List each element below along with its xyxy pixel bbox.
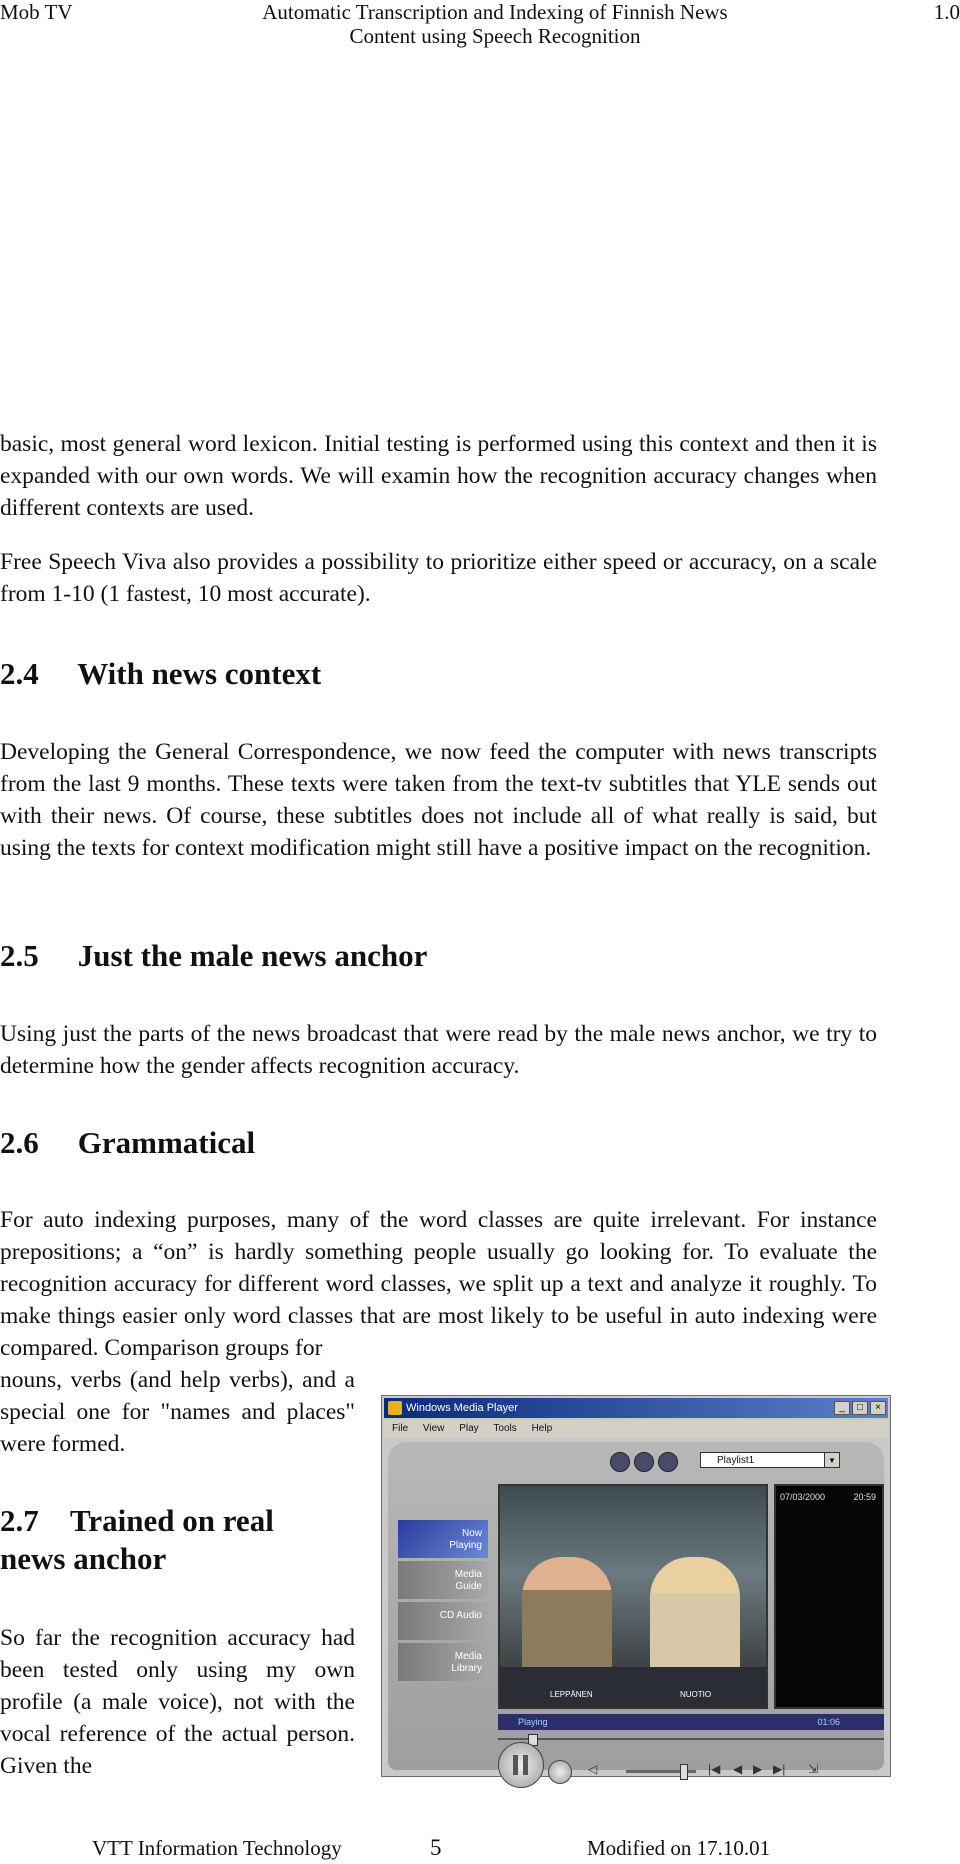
stop-button[interactable]: [548, 1760, 572, 1784]
playlist-value: Playlist1: [717, 1455, 755, 1466]
section-title-line2: news anchor: [0, 1541, 167, 1576]
nav-media-library[interactable]: [398, 1643, 488, 1681]
nav-label: Now: [461, 1528, 482, 1539]
header-title-line2: Content using Speech Recognition: [349, 24, 641, 48]
player-titlebar: [384, 1398, 888, 1418]
nav-media-guide[interactable]: [398, 1561, 488, 1599]
nav-label: CD Audio: [439, 1610, 482, 1621]
nav-label: Library: [451, 1663, 482, 1674]
section-number: 2.6: [0, 1125, 39, 1160]
chevron-down-icon[interactable]: ▼: [824, 1453, 839, 1467]
player-toolbar: [610, 1450, 870, 1472]
info-time: 20:59: [853, 1492, 876, 1502]
section-heading-2-6: [0, 1124, 255, 1162]
seek-track: [498, 1738, 884, 1740]
section-title: With news context: [77, 656, 322, 691]
player-menubar: [384, 1420, 888, 1438]
page-number: 5: [430, 1835, 442, 1860]
paragraph-grammatical: For auto indexing purposes, many of the word classes are quite irrelevant. For instance prepositions; a “on” is hardly something people usually go looking for. To evaluate the recognition accuracy for different word classes, we split up a text and analyze it roughly. To make things easier only word classes that are most likely to be useful in auto indexing were compared. Comparison groups for: [0, 1207, 877, 1361]
paragraph-news-context: Developing the General Correspondence, we now feed the computer with news transcripts from the last 9 months. These texts were taken from the text-tv subtitles that YLE sends out with their news. Of course, these subtitles does not include all of what really is said, but using the texts for context modification might still have a positive impact on the recognition.: [0, 739, 877, 861]
skin-icon[interactable]: [658, 1452, 678, 1472]
section-number: 2.4: [0, 656, 39, 691]
player-app-icon: [388, 1401, 402, 1415]
menu-view[interactable]: View: [422, 1423, 445, 1434]
media-player-figure: [381, 1395, 891, 1777]
header-version: 1.0: [933, 0, 960, 24]
pause-icon: [523, 1755, 528, 1775]
status-text: Playing: [518, 1717, 548, 1727]
player-nav: [398, 1520, 488, 1685]
section-title: Just the male news anchor: [77, 938, 428, 973]
paragraph-male-anchor: Using just the parts of the news broadcast that were read by the male news anchor, we try to determine how the gender affects recognition accuracy.: [0, 1021, 877, 1079]
footer-organization: VTT Information Technology: [92, 1836, 342, 1860]
seek-bar[interactable]: [498, 1734, 884, 1744]
transport-controls: [588, 1760, 888, 1782]
header-left: Mob TV: [0, 0, 73, 24]
nameplate-right: NUOTIO: [680, 1690, 712, 1699]
menu-file[interactable]: File: [392, 1423, 409, 1434]
menu-tools[interactable]: Tools: [493, 1423, 517, 1434]
volume-slider[interactable]: [626, 1770, 696, 1773]
close-icon[interactable]: ×: [870, 1401, 886, 1415]
visualization-icon[interactable]: [610, 1452, 630, 1472]
maximize-icon[interactable]: □: [852, 1401, 868, 1415]
section-number: 2.7: [0, 1503, 39, 1538]
video-frame[interactable]: [498, 1484, 768, 1709]
section-title: Grammatical: [77, 1125, 256, 1160]
rewind-icon[interactable]: ◀: [733, 1762, 743, 1776]
nav-label: Guide: [455, 1581, 482, 1592]
info-panel: [774, 1484, 884, 1709]
nameplate-left: LEPPÄNEN: [550, 1690, 593, 1699]
nav-label: Media: [454, 1569, 482, 1580]
nav-now-playing[interactable]: [398, 1520, 488, 1558]
section-heading-2-7: [0, 1502, 360, 1578]
pause-icon: [513, 1755, 518, 1775]
section-number: 2.5: [0, 938, 39, 973]
info-date: 07/03/2000: [780, 1492, 826, 1502]
fast-forward-icon[interactable]: ▶: [753, 1762, 763, 1776]
equalizer-icon[interactable]: [634, 1452, 654, 1472]
nav-cd-audio[interactable]: [398, 1602, 488, 1640]
status-bar: [498, 1714, 884, 1730]
previous-icon[interactable]: |◀: [708, 1762, 721, 1776]
volume-thumb[interactable]: [680, 1764, 688, 1780]
next-icon[interactable]: ▶|: [773, 1762, 786, 1776]
mute-icon[interactable]: ◁: [588, 1762, 598, 1776]
menu-play[interactable]: Play: [459, 1423, 479, 1434]
paragraph-trained: So far the recognition accuracy had been tested only using my own profile (a male voice), not with the vocal reference of the actual person. Given the: [0, 1625, 355, 1779]
section-heading-2-5: [0, 937, 427, 975]
section-title-line1: Trained on real: [70, 1503, 274, 1538]
news-desk: [500, 1667, 766, 1707]
compact-mode-icon[interactable]: ⇲: [808, 1762, 819, 1776]
header-title-line1: Automatic Transcription and Indexing of Finnish News: [262, 0, 728, 24]
paragraph-grammatical-cont: nouns, verbs (and help verbs), and a special one for "names and places" were formed.: [0, 1367, 355, 1457]
nav-label: Playing: [449, 1540, 482, 1551]
section-heading-2-4: [0, 655, 321, 693]
paragraph-speed-accuracy: Free Speech Viva also provides a possibility to prioritize either speed or accuracy, on a scale from 1-10 (1 fastest, 10 most accurate).: [0, 549, 877, 607]
footer-modified: Modified on 17.10.01: [587, 1836, 771, 1860]
menu-help[interactable]: Help: [531, 1423, 553, 1434]
pause-button[interactable]: [498, 1742, 544, 1788]
paragraph-lexicon: basic, most general word lexicon. Initial testing is performed using this context and then it is expanded with our own words. We will examin how the recognition accuracy changes when different contexts are used.: [0, 431, 877, 521]
playlist-select[interactable]: [700, 1452, 840, 1468]
nav-label: Media: [454, 1651, 482, 1662]
player-skin: [388, 1442, 884, 1776]
minimize-icon[interactable]: _: [834, 1401, 850, 1415]
header-title: [220, 0, 770, 48]
elapsed-time: 01:06: [817, 1717, 840, 1727]
player-title: Windows Media Player: [406, 1402, 518, 1414]
